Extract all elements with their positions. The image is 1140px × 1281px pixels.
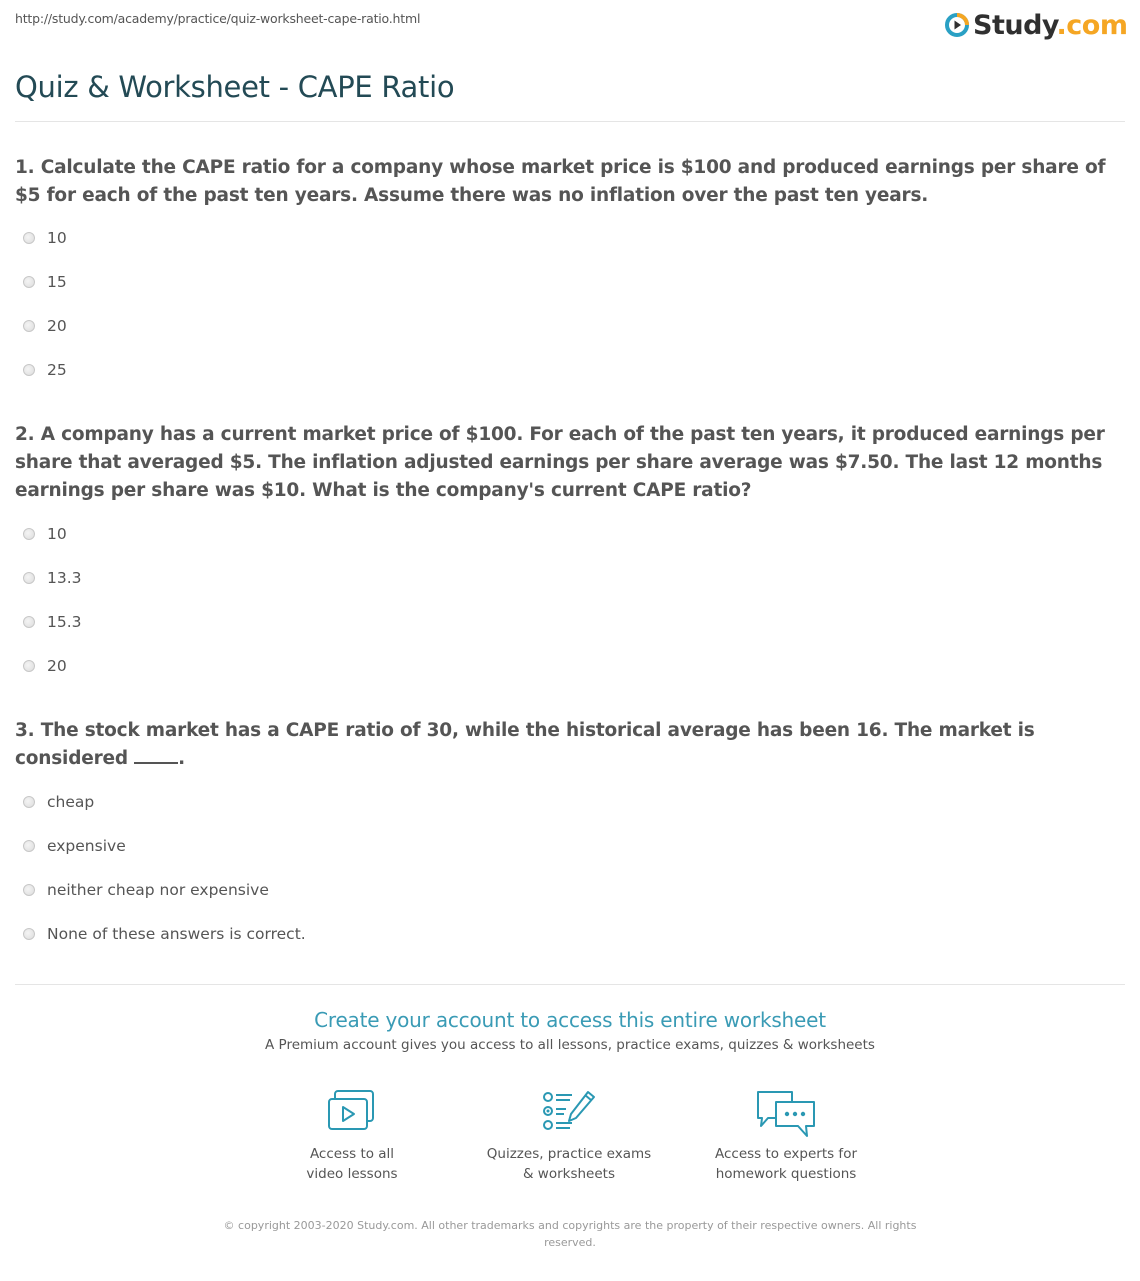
radio-button[interactable] bbox=[23, 572, 35, 584]
answer-option[interactable]: 10 bbox=[23, 228, 67, 248]
radio-button[interactable] bbox=[23, 884, 35, 896]
radio-button[interactable] bbox=[23, 660, 35, 672]
copyright-notice: © copyright 2003-2020 Study.com. All other trademarks and copyrights are the property of their respective owners. All rights reserved. bbox=[223, 1219, 917, 1249]
answer-option[interactable]: 15 bbox=[23, 272, 67, 292]
radio-button[interactable] bbox=[23, 320, 35, 332]
answer-option[interactable]: 15.3 bbox=[23, 612, 82, 632]
cta-title[interactable]: Create your account to access this entire worksheet bbox=[314, 1008, 826, 1032]
fill-blank bbox=[134, 746, 178, 764]
play-ring-icon bbox=[944, 12, 970, 38]
answer-option[interactable]: 13.3 bbox=[23, 568, 82, 588]
answer-option[interactable]: 25 bbox=[23, 360, 67, 380]
page-url: http://study.com/academy/practice/quiz-worksheet-cape-ratio.html bbox=[15, 11, 421, 26]
answer-option[interactable]: expensive bbox=[23, 836, 126, 856]
feature-experts bbox=[686, 1088, 886, 1184]
chat-bubbles-icon bbox=[754, 1088, 818, 1140]
answer-option[interactable]: 20 bbox=[23, 316, 67, 336]
radio-button[interactable] bbox=[23, 928, 35, 940]
feature-video-lessons bbox=[252, 1088, 452, 1184]
feature-quizzes bbox=[469, 1088, 669, 1184]
radio-button[interactable] bbox=[23, 616, 35, 628]
feature-label: Access to all video lessons bbox=[306, 1146, 398, 1182]
cta-subtitle: A Premium account gives you access to all lessons, practice exams, quizzes & worksheets bbox=[265, 1037, 875, 1053]
page-title: Quiz & Worksheet - CAPE Ratio bbox=[15, 70, 455, 104]
answer-option[interactable]: None of these answers is correct. bbox=[23, 924, 306, 944]
radio-button[interactable] bbox=[23, 232, 35, 244]
radio-button[interactable] bbox=[23, 796, 35, 808]
answer-option[interactable]: neither cheap nor expensive bbox=[23, 880, 269, 900]
study-logo[interactable] bbox=[944, 8, 1127, 42]
question-3: 3. The stock market has a CAPE ratio of 30, while the historical average has been 16. The market is considered . bbox=[15, 720, 1035, 769]
divider bbox=[15, 121, 1125, 122]
logo-text: Study.com bbox=[973, 9, 1128, 41]
radio-button[interactable] bbox=[23, 528, 35, 540]
radio-button[interactable] bbox=[23, 840, 35, 852]
radio-button[interactable] bbox=[23, 276, 35, 288]
quiz-checklist-icon bbox=[540, 1088, 598, 1134]
answer-option[interactable]: cheap bbox=[23, 792, 94, 812]
feature-label: Quizzes, practice exams & worksheets bbox=[486, 1146, 652, 1182]
divider bbox=[15, 984, 1125, 985]
question-2: 2. A company has a current market price of $100. For each of the past ten years, it produced earnings per share that averaged $5. The inflation adjusted earnings per share average was $7.50. The last 12 months earnings per share was $10. What is the company's current CAPE ratio? bbox=[15, 424, 1105, 501]
video-lessons-icon bbox=[326, 1088, 378, 1134]
radio-button[interactable] bbox=[23, 364, 35, 376]
answer-option[interactable]: 10 bbox=[23, 524, 67, 544]
answer-option[interactable]: 20 bbox=[23, 656, 67, 676]
question-1: 1. Calculate the CAPE ratio for a company whose market price is $100 and produced earnings per share of $5 for each of the past ten years. Assume there was no inflation over the past ten years. bbox=[15, 157, 1106, 206]
feature-label: Access to experts for homework questions bbox=[714, 1146, 857, 1182]
